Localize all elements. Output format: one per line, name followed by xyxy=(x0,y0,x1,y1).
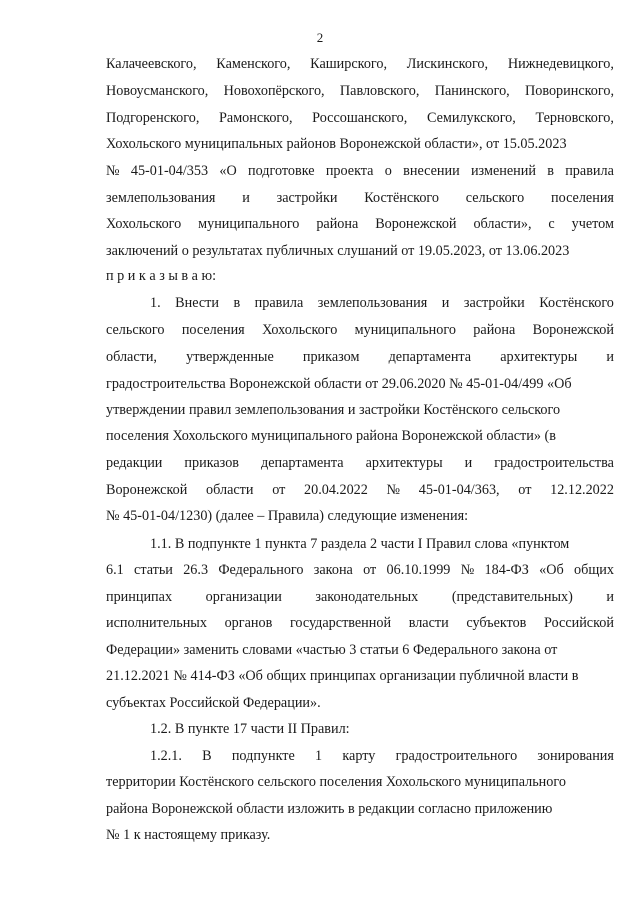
text-word: муниципального xyxy=(354,322,456,338)
text-line: п р и к а з ы в а ю: xyxy=(106,268,217,284)
text-line xyxy=(106,215,614,233)
text-word: внесении xyxy=(403,163,460,179)
text-word: Воронежской xyxy=(106,482,188,498)
text-word: изменений xyxy=(470,163,536,179)
text-line xyxy=(106,454,614,472)
text-line xyxy=(106,588,614,606)
text-word: власти xyxy=(408,615,449,631)
text-word: градостроительства xyxy=(494,455,614,471)
text-word: Внести xyxy=(175,295,219,311)
text-word: Поворинского, xyxy=(525,83,614,99)
text-word: (представительных) xyxy=(451,589,573,605)
text-word: № xyxy=(460,562,475,578)
text-word: и xyxy=(441,295,450,311)
text-word: в xyxy=(233,295,241,311)
text-word: Подгоренского, xyxy=(106,110,200,126)
text-line xyxy=(106,321,614,339)
text-word: области», xyxy=(473,216,532,232)
text-word: Российской xyxy=(544,615,614,631)
text-word: Семилукского, xyxy=(426,110,516,126)
text-line: 21.12.2021 № 414-ФЗ «Об общих принципах организации публичной власти в xyxy=(106,668,579,684)
text-word: Воронежской xyxy=(532,322,614,338)
text-word: о xyxy=(384,163,392,179)
text-word: проекта xyxy=(325,163,374,179)
text-word: от xyxy=(363,562,377,578)
text-word: застройки xyxy=(463,295,525,311)
text-line: утверждении правил землепользования и застройки Костёнского сельского xyxy=(106,402,561,418)
text-word: правила xyxy=(254,295,304,311)
text-word: Рамонского, xyxy=(219,110,293,126)
text-word: Терновского, xyxy=(535,110,614,126)
text-line: субъектах Российской Федерации». xyxy=(106,695,321,711)
text-line: 1.2. В пункте 17 части II Правил: xyxy=(150,721,350,737)
text-line: № 1 к настоящему приказу. xyxy=(106,827,271,843)
text-word: общих xyxy=(574,562,614,578)
text-line xyxy=(106,189,614,207)
text-word: принципах xyxy=(106,589,173,605)
text-word: в xyxy=(547,163,554,179)
text-word: градостроительного xyxy=(395,748,518,764)
text-word: Калачеевского, xyxy=(106,56,197,72)
text-line xyxy=(106,348,614,366)
text-word: поселения xyxy=(181,322,245,338)
text-word: Каменского, xyxy=(216,56,291,72)
text-word: Костёнского xyxy=(539,295,614,311)
text-word: сельского xyxy=(106,322,165,338)
text-word: закона xyxy=(313,562,353,578)
text-word: Новоусманского, xyxy=(106,83,209,99)
text-word: Россошанского, xyxy=(312,110,408,126)
text-line xyxy=(106,109,614,127)
text-word: Костёнского xyxy=(364,190,439,206)
text-line: 1.1. В подпункте 1 пункта 7 раздела 2 части I Правил слова «пунктом xyxy=(150,536,570,552)
page-number: 2 xyxy=(316,30,324,45)
text-line xyxy=(106,162,614,180)
text-word: от xyxy=(518,482,532,498)
text-word: и xyxy=(606,589,614,605)
text-word: приказом xyxy=(302,349,360,365)
text-word: района xyxy=(473,322,516,338)
text-word: «Об xyxy=(539,562,564,578)
text-word: с xyxy=(548,216,555,232)
text-line xyxy=(106,561,614,579)
text-word: области, xyxy=(106,349,157,365)
text-word: землепользования xyxy=(317,295,428,311)
text-word: карту xyxy=(342,748,376,764)
text-word: Нижнедевицкого, xyxy=(507,56,614,72)
text-word: 184-ФЗ xyxy=(484,562,529,578)
text-line xyxy=(150,294,614,312)
text-word: зонирования xyxy=(537,748,614,764)
text-line xyxy=(106,614,614,632)
text-word: 1. xyxy=(150,295,161,311)
text-word: подпункте xyxy=(231,748,295,764)
text-word: застройки xyxy=(276,190,338,206)
text-word: 26.3 xyxy=(183,562,209,578)
text-line xyxy=(106,82,614,100)
text-word: и xyxy=(242,190,250,206)
text-word: организации xyxy=(205,589,282,605)
text-word: департамента xyxy=(388,349,472,365)
text-word: приказов xyxy=(184,455,239,471)
text-word: Хохольского xyxy=(262,322,338,338)
text-line: поселения Хохольского муниципального района Воронежской области» (в xyxy=(106,428,556,444)
text-word: сельского xyxy=(465,190,525,206)
text-word: 06.10.1999 xyxy=(386,562,451,578)
text-word: Федерального xyxy=(218,562,304,578)
text-word: 12.12.2022 xyxy=(550,482,614,498)
text-word: правила xyxy=(565,163,614,179)
text-line: заключений о результатах публичных слушаний от 19.05.2023, от 13.06.2023 xyxy=(106,243,570,259)
text-word: 6.1 xyxy=(106,562,124,578)
text-word: 45-01-04/353 xyxy=(130,163,209,179)
text-word: учетом xyxy=(571,216,614,232)
text-word: Панинского, xyxy=(434,83,510,99)
text-word: района xyxy=(316,216,359,232)
text-word: и xyxy=(464,455,473,471)
text-line xyxy=(150,747,614,765)
text-word: «О xyxy=(219,163,237,179)
text-word: Хохольского xyxy=(106,216,182,232)
text-word: законодательных xyxy=(315,589,419,605)
text-line: градостроительства Воронежской области от 29.06.2020 № 45-01-04/499 «Об xyxy=(106,376,572,392)
text-word: редакции xyxy=(106,455,163,471)
text-word: землепользования xyxy=(106,190,216,206)
text-word: исполнительных xyxy=(106,615,207,631)
text-word: органов xyxy=(224,615,273,631)
text-word: 45-01-04/363, xyxy=(418,482,500,498)
text-line: района Воронежской области изложить в редакции согласно приложению xyxy=(106,801,553,817)
text-word: государственной xyxy=(289,615,392,631)
text-word: Воронежской xyxy=(375,216,457,232)
text-word: субъектов xyxy=(466,615,527,631)
text-line: № 45-01-04/1230) (далее – Правила) следующие изменения: xyxy=(106,508,469,524)
text-word: 1 xyxy=(315,748,323,764)
text-word: поселения xyxy=(551,190,614,206)
text-line: Федерации» заменить словами «частью 3 статьи 6 Федерального закона от xyxy=(106,642,558,658)
text-word: архитектуры xyxy=(500,349,578,365)
text-word: В xyxy=(202,748,212,764)
text-word: от xyxy=(272,482,286,498)
text-word: Каширского, xyxy=(310,56,388,72)
text-word: муниципального xyxy=(198,216,300,232)
text-word: архитектуры xyxy=(365,455,443,471)
text-line: Хохольского муниципальных районов Воронежской области», от 15.05.2023 xyxy=(106,136,567,152)
text-word: Новохопёрского, xyxy=(223,83,325,99)
text-word: 20.04.2022 xyxy=(304,482,368,498)
text-word: утвержденные xyxy=(186,349,274,365)
text-word: Павловского, xyxy=(339,83,420,99)
text-line: территории Костёнского сельского поселения Хохольского муниципального xyxy=(106,774,566,790)
text-word: № xyxy=(106,163,120,179)
text-word: № xyxy=(386,482,401,498)
text-word: Лискинского, xyxy=(406,56,489,72)
text-word: статьи xyxy=(134,562,173,578)
text-word: и xyxy=(606,349,614,365)
text-word: 1.2.1. xyxy=(150,748,182,764)
text-word: департамента xyxy=(261,455,344,471)
text-line xyxy=(106,481,614,499)
text-line xyxy=(106,55,614,73)
text-word: подготовке xyxy=(248,163,315,179)
text-word: области xyxy=(206,482,254,498)
